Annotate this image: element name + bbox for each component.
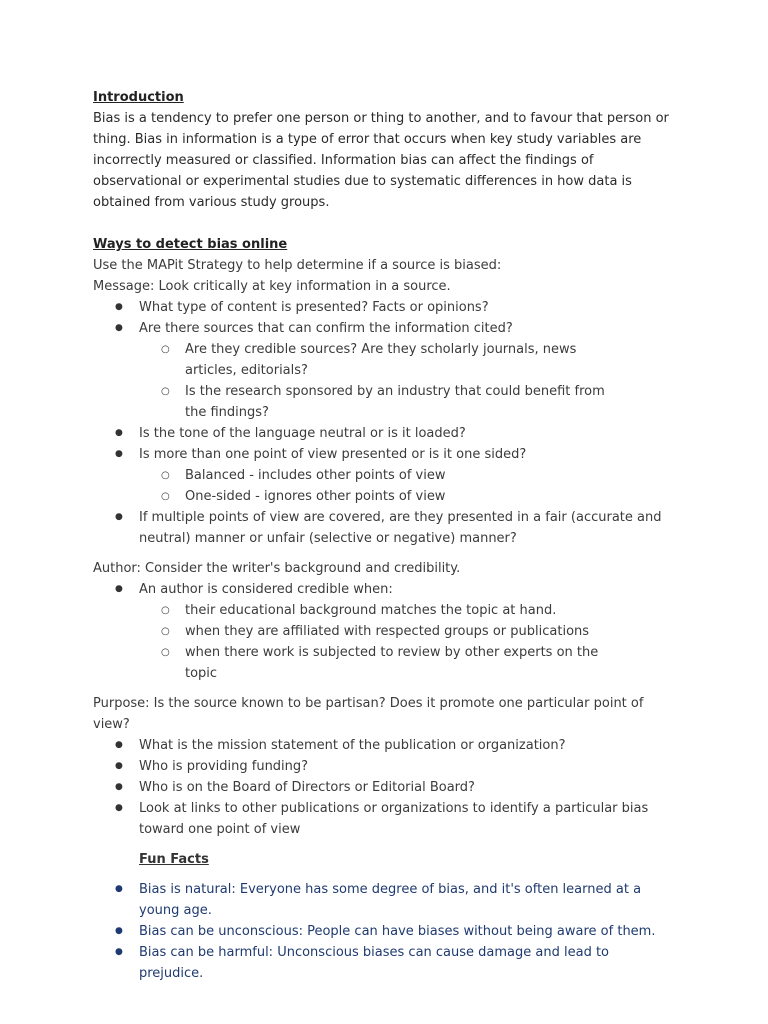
list-item: ● Is the tone of the language neutral or is it loaded? bbox=[93, 423, 673, 444]
sub-list-item: ○ One-sided - ignores other points of view bbox=[139, 486, 625, 507]
purpose-list bbox=[93, 735, 768, 840]
sub-list-item: ○ when they are affiliated with respected groups or publications bbox=[139, 621, 625, 642]
sub-list bbox=[139, 339, 673, 423]
sub-list-item: ○ Are they credible sources? Are they scholarly journals, news articles, editorials? bbox=[139, 339, 625, 381]
mapit-lead: Use the MAPit Strategy to help determine if a source is biased: bbox=[93, 258, 502, 273]
list-item: ● Are there sources that can confirm the information cited? ○ Are they credible sources? Are they scholarly journals, news articles, editorials? ○ Is the research sponsored by an industry that could benefit from the findings? bbox=[93, 318, 673, 423]
purpose-label: Purpose: Is the source known to be partisan? Does it promote one particular point of view? bbox=[93, 696, 644, 732]
message-list bbox=[93, 297, 768, 549]
sub-list-item: ○ Balanced - includes other points of view bbox=[139, 465, 625, 486]
sub-list-item: ○ their educational background matches the topic at hand. bbox=[139, 600, 625, 621]
fun-facts-list bbox=[93, 879, 768, 984]
fun-facts-heading: Fun Facts bbox=[139, 852, 209, 867]
list-item: ● Who is on the Board of Directors or Editorial Board? bbox=[93, 777, 673, 798]
list-item: ● If multiple points of view are covered, are they presented in a fair (accurate and neutral) manner or unfair (selective or negative) manner? bbox=[93, 507, 673, 549]
list-item: ● What is the mission statement of the publication or organization? bbox=[93, 735, 673, 756]
introduction-paragraph: Bias is a tendency to prefer one person or thing to another, and to favour that person or thing. Bias in information is a type of error that occurs when key study variables are incorrectly measured or classified. Information bias can affect the findings of observational or experimental studies due to systematic differences in how data is obtained from various study groups. bbox=[93, 111, 669, 210]
list-item: ● What type of content is presented? Facts or opinions? bbox=[93, 297, 673, 318]
list-item: ● Bias can be unconscious: People can have biases without being aware of them. bbox=[93, 921, 673, 942]
ways-heading: Ways to detect bias online bbox=[93, 237, 288, 252]
sub-list-item: ○ Is the research sponsored by an industry that could benefit from the findings? bbox=[139, 381, 625, 423]
list-item: ● Look at links to other publications or organizations to identify a particular bias toward one point of view bbox=[93, 798, 673, 840]
list-item: ● Who is providing funding? bbox=[93, 756, 673, 777]
list-item: ● Is more than one point of view presented or is it one sided? ○ Balanced - includes other points of view ○ One-sided - ignores other points of view bbox=[93, 444, 673, 507]
sub-list bbox=[139, 465, 673, 507]
sub-list bbox=[139, 600, 673, 684]
list-item: ● An author is considered credible when: ○ their educational background matches the topic at hand. ○ when they are affiliated with respected groups or publications ○ when there work is subjected to review by other experts on the topic bbox=[93, 579, 673, 684]
author-list bbox=[93, 579, 768, 684]
sub-list-item: ○ when there work is subjected to review by other experts on the topic bbox=[139, 642, 625, 684]
list-item: ● Bias is natural: Everyone has some degree of bias, and it's often learned at a young age. bbox=[93, 879, 673, 921]
message-label: Message: Look critically at key information in a source. bbox=[93, 279, 451, 294]
list-item: ● Bias can be harmful: Unconscious biases can cause damage and lead to prejudice. bbox=[93, 942, 673, 984]
introduction-heading: Introduction bbox=[93, 90, 184, 105]
author-label: Author: Consider the writer's background and credibility. bbox=[93, 561, 461, 576]
